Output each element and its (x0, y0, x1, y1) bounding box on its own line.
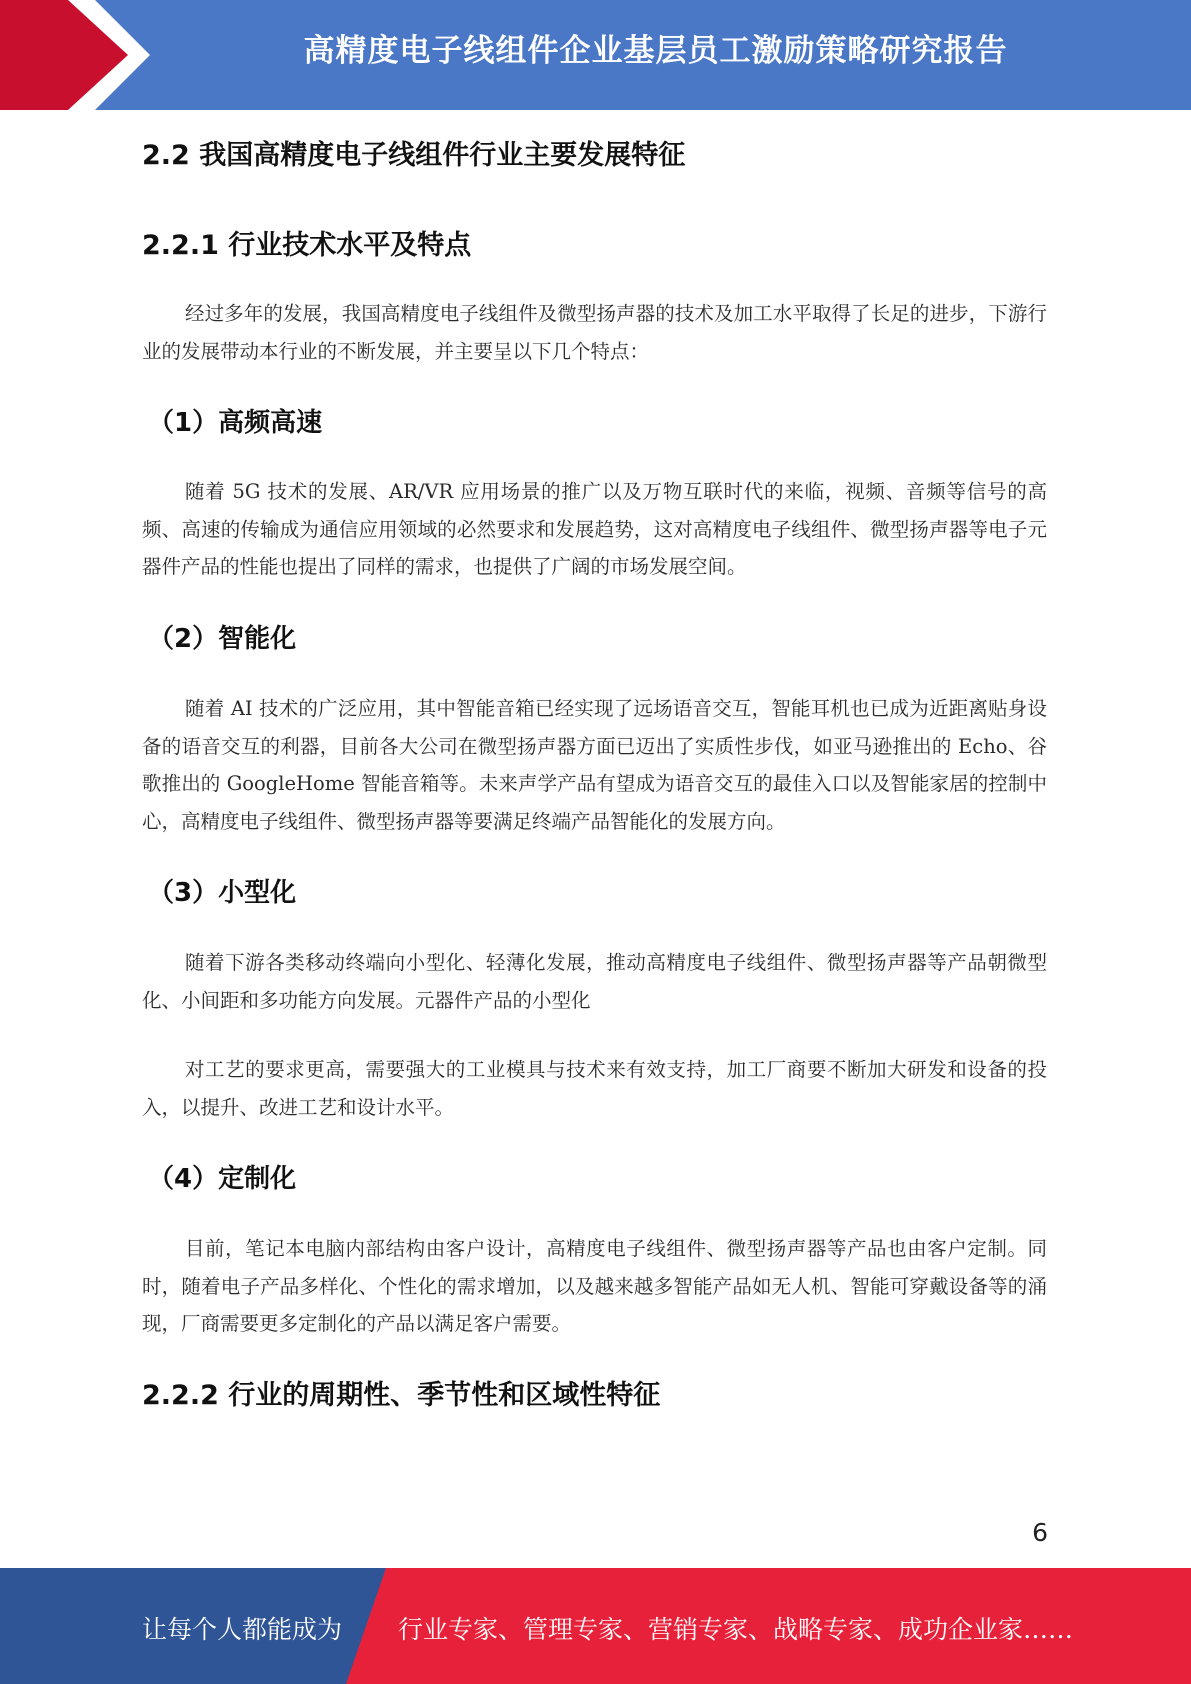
page-header (0, 0, 1191, 110)
subheading-miniaturization: （3）小型化 (148, 878, 297, 908)
section-heading-2-2-2: 2.2.2 行业的周期性、季节性和区域性特征 (142, 1380, 661, 1411)
paragraph-high-frequency: 随着 5G 技术的发展、AR/VR 应用场景的推广以及万物互联时代的来临，视频、音频等信号的高频、高速的传输成为通信应用领域的必然要求和发展趋势，这对高精度电子线组件、微型扬声器等电子元器件产品的性能也提出了同样的需求，也提供了广阔的市场发展空间。 (142, 480, 1047, 578)
footer-slogan-right: 行业专家、管理专家、营销专家、战略专家、成功企业家…… (398, 1615, 1074, 1644)
report-title: 高精度电子线组件企业基层员工激励策略研究报告 (303, 33, 1008, 69)
subheading-customization: （4）定制化 (148, 1164, 297, 1194)
paragraph-intelligent: 随着 AI 技术的广泛应用，其中智能音箱已经实现了远场语音交互，智能耳机也已成为近距离贴身设备的语音交互的利器，目前各大公司在微型扬声器方面已迈出了实质性步伐，如亚马逊推出的 Echo、谷歌推出的 GoogleHome 智能音箱等。未来声学产品有望成为语音交互的最佳入口以及智能家居的控制中心，高精度电子线组件、微型扬声器等要满足终端产品智能化的发展方向。 (142, 697, 1047, 833)
footer-slogan-left: 让每个人都能成为 (142, 1615, 343, 1644)
paragraph-customization: 目前，笔记本电脑内部结构由客户设计，高精度电子线组件、微型扬声器等产品也由客户定制。同时，随着电子产品多样化、个性化的需求增加，以及越来越多智能产品如无人机、智能可穿戴设备等的涌现，厂商需要更多定制化的产品以满足客户需要。 (142, 1237, 1047, 1335)
paragraph-intro: 经过多年的发展，我国高精度电子线组件及微型扬声器的技术及加工水平取得了长足的进步，下游行业的发展带动本行业的不断发展，并主要呈以下几个特点： (142, 302, 1047, 363)
section-heading-2-2-1: 2.2.1 行业技术水平及特点 (142, 230, 472, 261)
subheading-high-frequency: （1）高频高速 (148, 408, 323, 438)
subheading-intelligent: （2）智能化 (148, 624, 297, 654)
page-number: 6 (1032, 1518, 1048, 1547)
paragraph-miniaturization-a: 随着下游各类移动终端向小型化、轻薄化发展，推动高精度电子线组件、微型扬声器等产品朝微型化、小间距和多功能方向发展。元器件产品的小型化 (142, 951, 1047, 1012)
section-heading-2-2: 2.2 我国高精度电子线组件行业主要发展特征 (142, 140, 686, 171)
paragraph-miniaturization-b: 对工艺的要求更高，需要强大的工业模具与技术来有效支持，加工厂商要不断加大研发和设备的投入，以提升、改进工艺和设计水平。 (142, 1058, 1047, 1119)
